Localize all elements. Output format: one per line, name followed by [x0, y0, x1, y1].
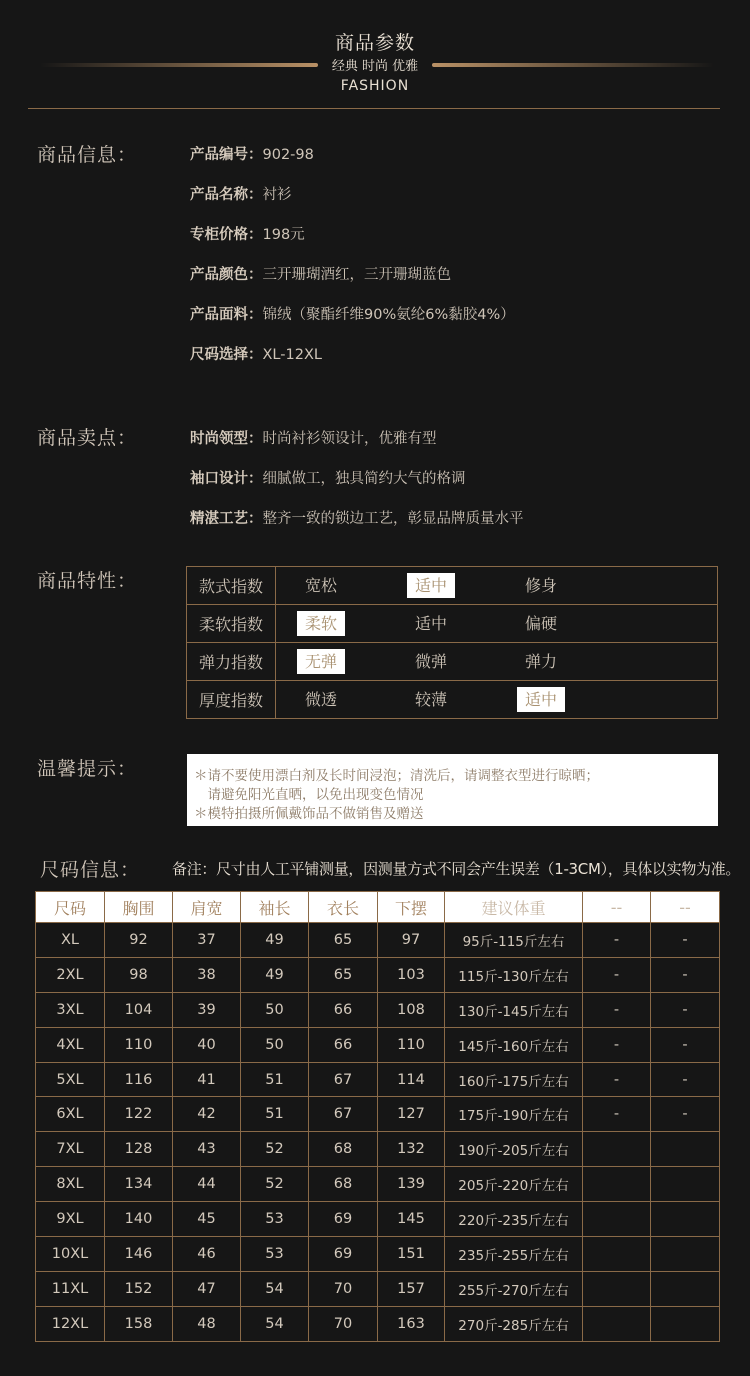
- sleeve-cell: 54: [241, 1271, 309, 1306]
- sizes-note: 备注：尺寸由人工平铺测量，因测量方式不同会产生误差（1-3CM），具体以实物为准。: [172, 860, 741, 878]
- feature-label: 弹力指数: [187, 643, 276, 681]
- size-table-row: [36, 923, 720, 958]
- info-row: [190, 183, 292, 204]
- length-cell: 67: [309, 1097, 378, 1132]
- extra-cell: -: [651, 923, 720, 958]
- length-cell: 69: [309, 1237, 378, 1272]
- size-table-row: [36, 1097, 720, 1132]
- tips-box: [187, 754, 718, 826]
- tip-line: ＊请不要使用漂白剂及长时间浸泡；清洗后，请调整衣型进行晾晒；: [194, 768, 599, 784]
- sleeve-cell: 52: [241, 1132, 309, 1167]
- info-row: [190, 343, 322, 364]
- info-value: 902-98: [262, 147, 314, 163]
- size-cell: XL: [36, 923, 105, 958]
- weight-cell: 255斤-270斤左右: [445, 1271, 583, 1306]
- extra-cell: [583, 1132, 651, 1167]
- sleeve-cell: 51: [241, 1097, 309, 1132]
- length-cell: 70: [309, 1271, 378, 1306]
- shoulder-cell: 41: [173, 1062, 241, 1097]
- size-cell: 11XL: [36, 1271, 105, 1306]
- hem-cell: 97: [378, 923, 445, 958]
- sleeve-cell: 49: [241, 923, 309, 958]
- feature-option: 微弹: [415, 652, 448, 671]
- feature-row: [187, 681, 718, 719]
- size-table-row: [36, 1167, 720, 1202]
- extra-cell: [651, 1306, 720, 1341]
- extra-cell: -: [583, 992, 651, 1027]
- info-row: [190, 263, 451, 284]
- extra-cell: [583, 1167, 651, 1202]
- tip-line: 请避免阳光直晒，以免出现变色情况: [194, 787, 424, 803]
- extra-cell: -: [583, 1027, 651, 1062]
- size-table: [35, 891, 720, 1342]
- feature-label: 厚度指数: [187, 681, 276, 719]
- weight-cell: 115斤-130斤左右: [445, 957, 583, 992]
- size-table-header: [36, 892, 720, 923]
- extra-cell: [651, 1237, 720, 1272]
- chest-cell: 146: [105, 1237, 173, 1272]
- weight-cell: 95斤-115斤左右: [445, 923, 583, 958]
- chest-cell: 134: [105, 1167, 173, 1202]
- shoulder-cell: 42: [173, 1097, 241, 1132]
- extra-cell: -: [651, 1097, 720, 1132]
- hem-cell: 157: [378, 1271, 445, 1306]
- length-cell: 70: [309, 1306, 378, 1341]
- feature-option: 弹力: [525, 652, 558, 671]
- size-cell: 2XL: [36, 957, 105, 992]
- extra-cell: [651, 1132, 720, 1167]
- info-key: 产品颜色：: [190, 267, 263, 283]
- size-cell: 5XL: [36, 1062, 105, 1097]
- size-table-row: [36, 1306, 720, 1341]
- weight-cell: 160斤-175斤左右: [445, 1062, 583, 1097]
- length-cell: 69: [309, 1202, 378, 1237]
- shoulder-cell: 44: [173, 1167, 241, 1202]
- col-header-size: 尺码: [36, 892, 105, 923]
- feature-option: 较薄: [415, 690, 448, 709]
- info-row: [190, 223, 305, 244]
- size-table-row: [36, 1132, 720, 1167]
- chest-cell: 110: [105, 1027, 173, 1062]
- hem-cell: 103: [378, 957, 445, 992]
- chest-cell: 98: [105, 957, 173, 992]
- extra-cell: [651, 1202, 720, 1237]
- hem-cell: 127: [378, 1097, 445, 1132]
- feature-option: 微透: [305, 690, 338, 709]
- feature-option: 宽松: [305, 576, 338, 595]
- header-divider: [28, 108, 720, 109]
- size-cell: 3XL: [36, 992, 105, 1027]
- chest-cell: 152: [105, 1271, 173, 1306]
- extra-cell: -: [583, 1062, 651, 1097]
- feature-row: [187, 605, 718, 643]
- size-cell: 10XL: [36, 1237, 105, 1272]
- length-cell: 68: [309, 1132, 378, 1167]
- selling-key: 时尚领型：: [190, 431, 263, 447]
- size-cell: 8XL: [36, 1167, 105, 1202]
- shoulder-cell: 37: [173, 923, 241, 958]
- feature-option: 偏硬: [525, 614, 558, 633]
- info-value: 三开珊瑚酒红，三开珊瑚蓝色: [262, 267, 451, 283]
- length-cell: 68: [309, 1167, 378, 1202]
- col-header-shoulder: 肩宽: [173, 892, 241, 923]
- hem-cell: 139: [378, 1167, 445, 1202]
- weight-cell: 235斤-255斤左右: [445, 1237, 583, 1272]
- extra-cell: -: [583, 1097, 651, 1132]
- chest-cell: 122: [105, 1097, 173, 1132]
- sleeve-cell: 51: [241, 1062, 309, 1097]
- size-cell: 4XL: [36, 1027, 105, 1062]
- chest-cell: 140: [105, 1202, 173, 1237]
- length-cell: 67: [309, 1062, 378, 1097]
- feature-option-selected: 适中: [407, 573, 455, 598]
- info-row: [190, 303, 515, 324]
- weight-cell: 130斤-145斤左右: [445, 992, 583, 1027]
- weight-cell: 145斤-160斤左右: [445, 1027, 583, 1062]
- extra-cell: -: [651, 992, 720, 1027]
- selling-value: 细腻做工，独具简约大气的格调: [262, 471, 466, 487]
- hem-cell: 163: [378, 1306, 445, 1341]
- info-value: 锦绒（聚酯纤维90%氨纶6%黏胶4%）: [262, 307, 515, 323]
- header: [0, 0, 750, 112]
- selling-row: [190, 467, 466, 488]
- selling-section-title: 商品卖点：: [37, 427, 138, 449]
- page-subtitle: 经典 时尚 优雅: [331, 59, 419, 74]
- length-cell: 66: [309, 1027, 378, 1062]
- extra-cell: [583, 1271, 651, 1306]
- shoulder-cell: 46: [173, 1237, 241, 1272]
- length-cell: 66: [309, 992, 378, 1027]
- hem-cell: 110: [378, 1027, 445, 1062]
- info-key: 产品名称：: [190, 187, 263, 203]
- col-header-chest: 胸围: [105, 892, 173, 923]
- size-table-row: [36, 1027, 720, 1062]
- fashion-label: FASHION: [340, 78, 410, 94]
- feature-option-selected: 柔软: [297, 611, 345, 636]
- sleeve-cell: 54: [241, 1306, 309, 1341]
- info-key: 专柜价格：: [190, 227, 263, 243]
- extra-cell: -: [583, 957, 651, 992]
- feature-label: 款式指数: [187, 567, 276, 605]
- extra-cell: [583, 1202, 651, 1237]
- info-value: 198元: [262, 227, 305, 243]
- info-key: 尺码选择：: [190, 347, 263, 363]
- shoulder-cell: 45: [173, 1202, 241, 1237]
- weight-cell: 175斤-190斤左右: [445, 1097, 583, 1132]
- size-table-row: [36, 957, 720, 992]
- info-value: XL-12XL: [262, 347, 322, 363]
- weight-cell: 270斤-285斤左右: [445, 1306, 583, 1341]
- hem-cell: 108: [378, 992, 445, 1027]
- selling-value: 整齐一致的锁边工艺，彰显品牌质量水平: [262, 511, 524, 527]
- hem-cell: 145: [378, 1202, 445, 1237]
- chest-cell: 104: [105, 992, 173, 1027]
- extra-cell: [651, 1271, 720, 1306]
- feature-row: [187, 643, 718, 681]
- weight-cell: 220斤-235斤左右: [445, 1202, 583, 1237]
- col-header-hem: 下摆: [378, 892, 445, 923]
- size-table-row: [36, 1202, 720, 1237]
- sizes-section-title: 尺码信息：: [40, 859, 141, 881]
- selling-value: 时尚衬衫领设计，优雅有型: [262, 431, 437, 447]
- size-table-row: [36, 992, 720, 1027]
- weight-cell: 190斤-205斤左右: [445, 1132, 583, 1167]
- col-header-weight: 建议体重: [445, 892, 583, 923]
- info-row: [190, 143, 314, 164]
- extra-cell: [651, 1167, 720, 1202]
- chest-cell: 116: [105, 1062, 173, 1097]
- chest-cell: 158: [105, 1306, 173, 1341]
- hem-cell: 114: [378, 1062, 445, 1097]
- decor-line-right: [432, 63, 714, 67]
- size-table-row: [36, 1062, 720, 1097]
- sleeve-cell: 50: [241, 1027, 309, 1062]
- info-value: 衬衫: [262, 187, 292, 203]
- weight-cell: 205斤-220斤左右: [445, 1167, 583, 1202]
- length-cell: 65: [309, 957, 378, 992]
- chest-cell: 92: [105, 923, 173, 958]
- feature-option-selected: 适中: [517, 687, 565, 712]
- feature-label: 柔软指数: [187, 605, 276, 643]
- extra-cell: -: [583, 923, 651, 958]
- extra-cell: -: [651, 1062, 720, 1097]
- size-cell: 12XL: [36, 1306, 105, 1341]
- features-section-title: 商品特性：: [37, 570, 138, 592]
- feature-option: 修身: [525, 576, 558, 595]
- size-cell: 6XL: [36, 1097, 105, 1132]
- hem-cell: 132: [378, 1132, 445, 1167]
- size-table-row: [36, 1271, 720, 1306]
- col-header-blank: --: [583, 892, 651, 923]
- page-title: 商品参数: [334, 32, 415, 54]
- extra-cell: [583, 1237, 651, 1272]
- sleeve-cell: 53: [241, 1202, 309, 1237]
- feature-row: [187, 567, 718, 605]
- info-key: 产品编号：: [190, 147, 263, 163]
- selling-key: 袖口设计：: [190, 471, 263, 487]
- selling-key: 精湛工艺：: [190, 511, 263, 527]
- hem-cell: 151: [378, 1237, 445, 1272]
- shoulder-cell: 48: [173, 1306, 241, 1341]
- info-section-title: 商品信息：: [37, 144, 138, 166]
- sleeve-cell: 50: [241, 992, 309, 1027]
- extra-cell: -: [651, 1027, 720, 1062]
- info-key: 产品面料：: [190, 307, 263, 323]
- extra-cell: [583, 1306, 651, 1341]
- length-cell: 65: [309, 923, 378, 958]
- shoulder-cell: 38: [173, 957, 241, 992]
- extra-cell: -: [651, 957, 720, 992]
- shoulder-cell: 47: [173, 1271, 241, 1306]
- feature-option: 适中: [415, 614, 448, 633]
- features-table: [186, 566, 718, 719]
- shoulder-cell: 39: [173, 992, 241, 1027]
- tip-line: ＊模特拍摄所佩戴饰品不做销售及赠送: [194, 806, 424, 822]
- col-header-length: 衣长: [309, 892, 378, 923]
- selling-row: [190, 507, 524, 528]
- tips-section-title: 温馨提示：: [37, 758, 138, 780]
- sleeve-cell: 49: [241, 957, 309, 992]
- shoulder-cell: 43: [173, 1132, 241, 1167]
- chest-cell: 128: [105, 1132, 173, 1167]
- sleeve-cell: 52: [241, 1167, 309, 1202]
- shoulder-cell: 40: [173, 1027, 241, 1062]
- size-cell: 9XL: [36, 1202, 105, 1237]
- size-table-row: [36, 1237, 720, 1272]
- col-header-sleeve: 袖长: [241, 892, 309, 923]
- col-header-blank: --: [651, 892, 720, 923]
- selling-row: [190, 427, 437, 448]
- sleeve-cell: 53: [241, 1237, 309, 1272]
- size-cell: 7XL: [36, 1132, 105, 1167]
- feature-option-selected: 无弹: [297, 649, 345, 674]
